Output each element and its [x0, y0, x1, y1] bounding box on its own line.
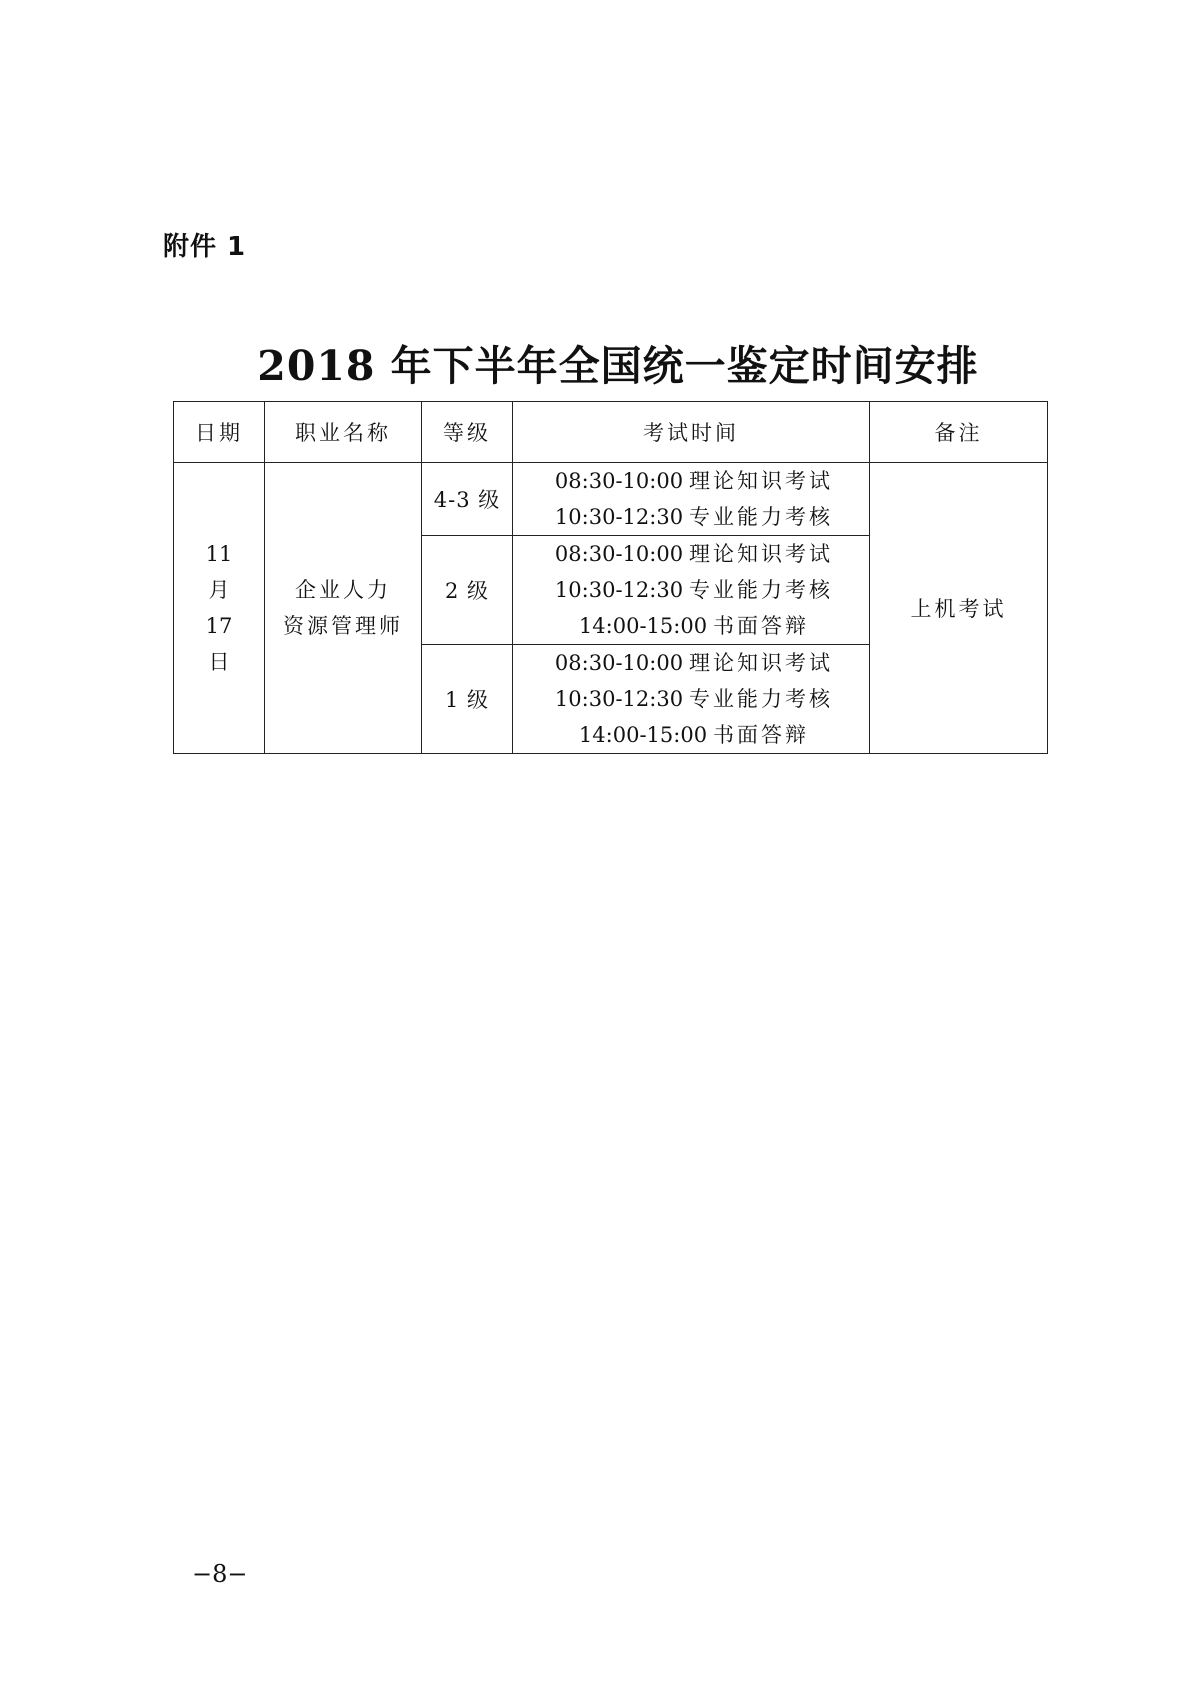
document-title: 2018 年下半年全国统一鉴定时间安排: [257, 342, 979, 390]
date-line: 日: [208, 650, 230, 674]
exam-time-cell: [513, 645, 870, 754]
page-number: −8−: [192, 1560, 248, 1588]
attachment-label: 附件 1: [163, 232, 247, 262]
remarks-cell: 上机考试: [870, 463, 1048, 754]
date-line: 17: [205, 614, 233, 638]
occupation-line: 企业人力: [295, 578, 391, 602]
session-line: [513, 608, 869, 644]
exam-time-cell: [513, 536, 870, 645]
session-line: [513, 717, 869, 753]
occupation-cell: [265, 463, 422, 754]
session-line: [513, 645, 869, 681]
header-date: 日期: [174, 402, 265, 463]
session-subject: 专业能力考核: [689, 687, 833, 711]
level-cell: 4-3 级: [422, 463, 513, 536]
session-subject: 理论知识考试: [689, 651, 833, 675]
session-subject: 专业能力考核: [689, 505, 833, 529]
session-time: 10:30-12:30: [554, 505, 684, 529]
session-line: [513, 499, 869, 535]
session-time: 10:30-12:30: [554, 578, 684, 602]
session-time: 14:00-15:00: [578, 614, 708, 638]
session-time: 14:00-15:00: [578, 723, 708, 747]
header-level: 等级: [422, 402, 513, 463]
exam-schedule-table: [173, 401, 1048, 754]
header-remarks: 备注: [870, 402, 1048, 463]
session-subject: 书面答辩: [713, 614, 809, 638]
session-time: 08:30-10:00: [554, 469, 684, 493]
session-subject: 理论知识考试: [689, 469, 833, 493]
table-header-row: [174, 402, 1048, 463]
level-cell: 1 级: [422, 645, 513, 754]
date-cell: [174, 463, 265, 754]
header-occupation: 职业名称: [265, 402, 422, 463]
level-cell: 2 级: [422, 536, 513, 645]
session-line: [513, 536, 869, 572]
session-time: 08:30-10:00: [554, 542, 684, 566]
date-line: 月: [208, 578, 230, 602]
occupation-line: 资源管理师: [283, 614, 403, 638]
session-line: [513, 463, 869, 499]
session-line: [513, 572, 869, 608]
session-subject: 理论知识考试: [689, 542, 833, 566]
exam-time-cell: [513, 463, 870, 536]
session-subject: 专业能力考核: [689, 578, 833, 602]
session-subject: 书面答辩: [713, 723, 809, 747]
session-time: 10:30-12:30: [554, 687, 684, 711]
table-row: [174, 463, 1048, 536]
session-line: [513, 681, 869, 717]
header-exam-time: 考试时间: [513, 402, 870, 463]
date-line: 11: [205, 542, 233, 566]
session-time: 08:30-10:00: [554, 651, 684, 675]
